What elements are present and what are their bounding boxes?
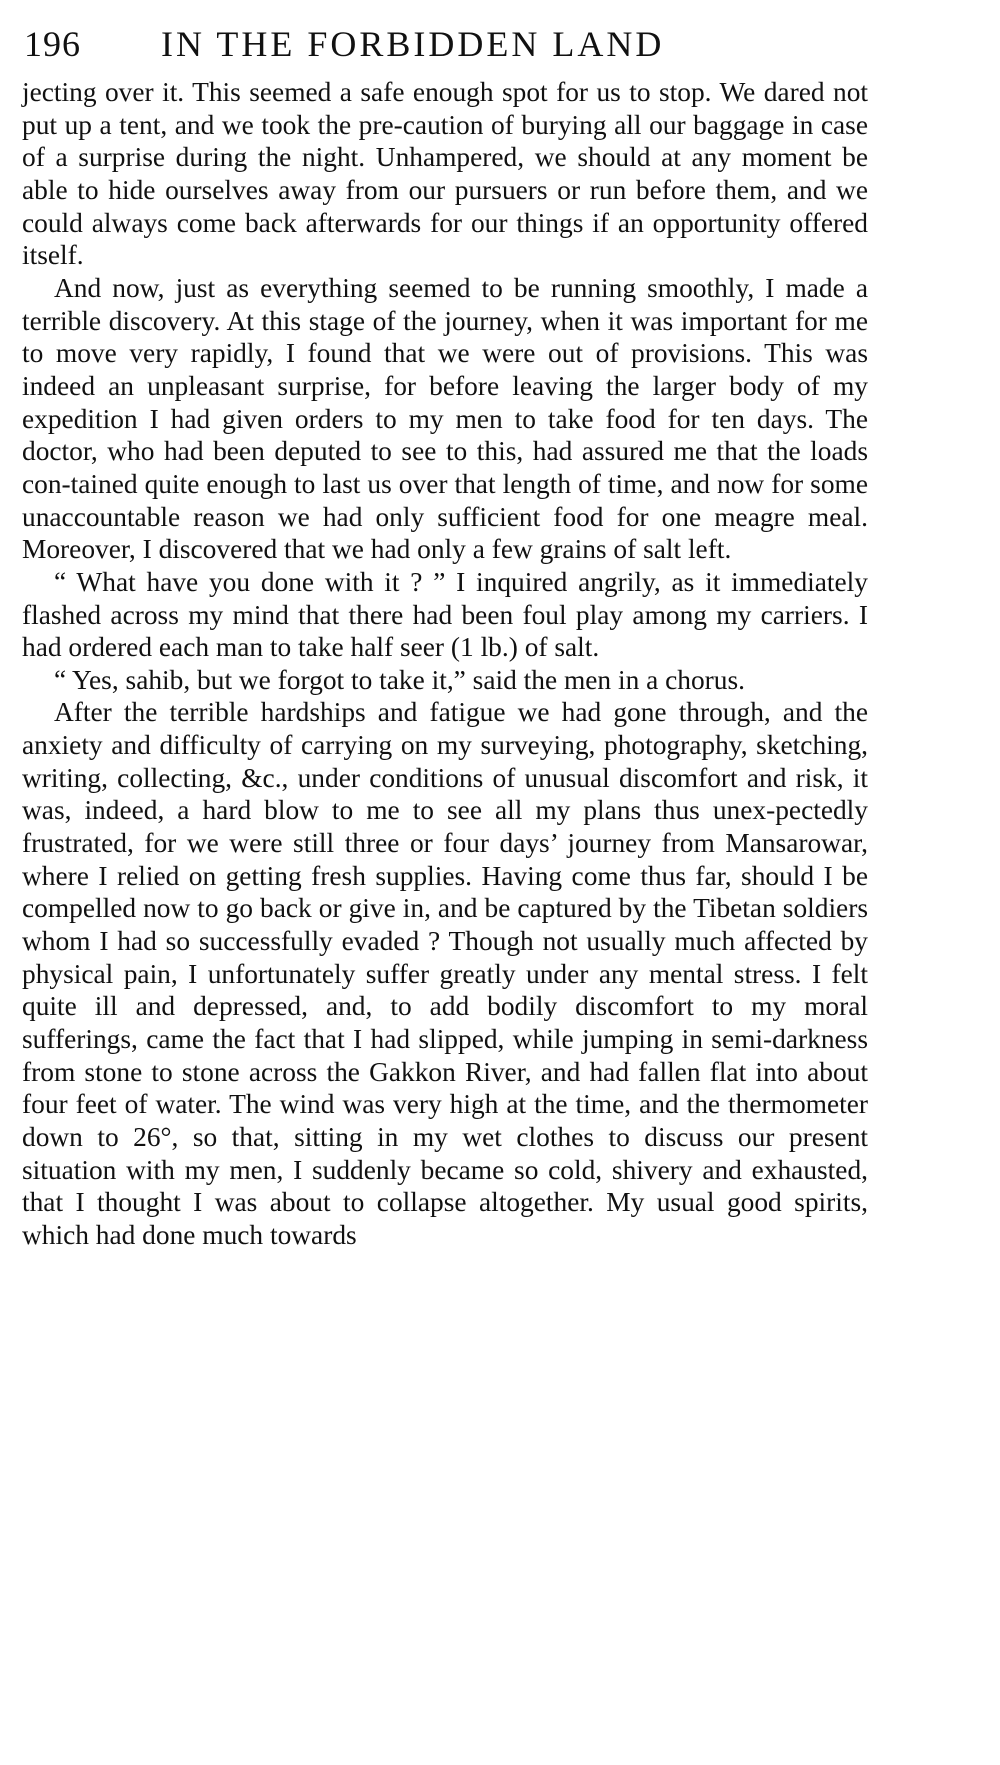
paragraph-men-reply: “ Yes, sahib, but we forgot to take it,” said the men in a chorus. xyxy=(54,664,745,695)
running-head xyxy=(24,16,904,72)
body-text xyxy=(22,76,868,1252)
paragraph-hardships: After the terrible hardships and fatigue we had gone through, and the anxiety and difficulty of carrying on my surveying, photography, sketching, writing, collecting, &c., under conditions of unusual discomfort and risk, it was, indeed, a hard blow to me to see all my plans thus unex-pectedly frustrated, for we were still three or four days’ journey from Mansarowar, where I relied on getting fresh supplies. Having come thus far, should I be compelled now to go back or give in, and be captured by the Tibetan soldiers whom I had so successfully evaded ? Though not usually much affected by physical pain, I unfortunately suffer greatly under any mental stress. I felt quite ill and depressed, and, to add bodily discomfort to my moral sufferings, came the fact that I had slipped, while jumping in semi-darkness from stone to stone across the Gakkon River, and had fallen flat into about four feet of water. The wind was very high at the time, and the thermometer down to 26°, so that, sitting in my wet clothes to discuss our present situation with my men, I suddenly became so cold, shivery and exhausted, that I thought I was about to collapse altogether. My usual good spirits, which had done much towards xyxy=(22,697,868,1250)
paragraph-continuation: jecting over it. This seemed a safe enough spot for us to stop. We dared not put up a tent, and we took the pre-caution of burying all our baggage in case of a surprise during the night. Unhampered, we should at any moment be able to hide ourselves away from our pursuers or run before them, and we could always come back afterwards for our things if an opportunity offered itself. xyxy=(22,77,868,271)
paragraph-salt-question: “ What have you done with it ? ” I inquired angrily, as it immediately flashed across my mind that there had been foul play among my carriers. I had ordered each man to take half seer (1 lb.) of salt. xyxy=(22,566,868,663)
page-number: 196 xyxy=(24,24,81,64)
book-title: IN THE FORBIDDEN LAND xyxy=(161,24,665,64)
paragraph-provisions-discovery: And now, just as everything seemed to be running smoothly, I made a terrible discovery. At this stage of the journey, when it was important for me to move very rapidly, I found that we were out of provisions. This was indeed an unpleasant surprise, for before leaving the larger body of my expedition I had given orders to my men to take food for ten days. The doctor, who had been deputed to see to this, had assured me that the loads con-tained quite enough to last us over that length of time, and now for some unaccountable reason we had only sufficient food for one meagre meal. Moreover, I discovered that we had only a few grains of salt left. xyxy=(22,272,868,565)
